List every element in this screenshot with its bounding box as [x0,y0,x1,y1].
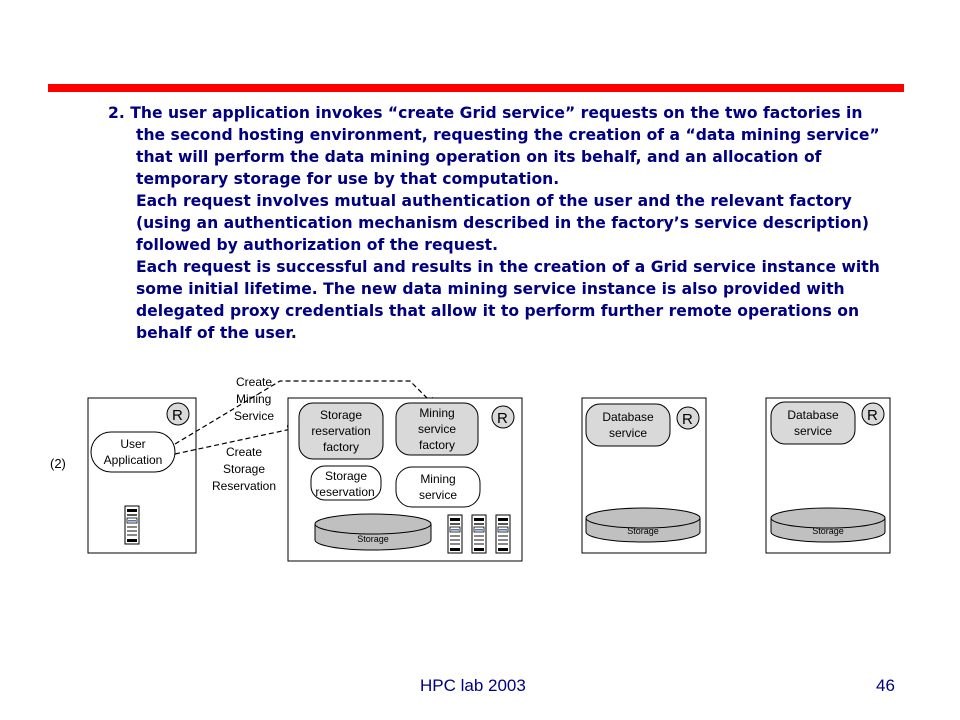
registry-r-hosting: R [497,410,508,427]
storage-disk [586,508,700,542]
srf-label-2: reservation [311,424,371,438]
sr-label-1: Storage [324,469,368,483]
storage-disk [315,514,431,550]
server-icon [448,515,462,553]
db1-label-2: service [608,426,648,440]
storage-label-hosting: Storage [357,534,389,544]
sr-label-2: reservation [315,485,375,499]
srf-label-1: Storage [319,408,363,422]
srf-label-3: factory [322,440,360,454]
server-icon [472,515,486,553]
footer-lab-label: HPC lab 2003 [420,676,526,695]
registry-r-db2: R [867,407,878,424]
paragraph-authentication: Each request involves mutual authentication of the user and the relevant factory (using an authentication mechanism described in the factory’s service description) followed by authorization of the request. [136,192,869,254]
database-hosting-box-1 [582,398,706,553]
server-icon [496,515,510,553]
registry-r-db1: R [682,411,693,428]
msf-label-2: service [417,422,457,436]
create-storage-label-1: Create [225,445,263,459]
ms-label-2: service [418,488,458,502]
registry-r-user: R [172,407,183,424]
create-mining-label-3: Service [234,409,275,423]
db2-label-2: service [793,424,833,438]
user-hosting-box [88,398,196,553]
db2-label-1: Database [787,408,839,422]
database-hosting-box-2 [766,398,890,553]
paragraph-instance-creation: Each request is successful and results in the creation of a Grid service instance with some initial lifetime. The new data mining service instance is also provided with delegated proxy credentials that allow it to perform further remote operations on behalf of the user. [136,258,880,342]
user-app-label-1: User [120,437,146,451]
server-icon [125,506,139,544]
db1-label-1: Database [602,410,654,424]
storage-disk [771,508,885,542]
create-storage-label-3: Reservation [211,479,277,493]
create-storage-label-2: Storage [222,462,266,476]
create-mining-label-1: Create [236,375,273,389]
second-hosting-box [288,398,522,561]
ms-label-1: Mining [420,472,456,486]
storage-label-db1: Storage [627,526,659,536]
user-app-label-2: Application [103,453,163,467]
create-mining-label-2: Mining [236,392,272,406]
page-number: 46 [876,676,895,695]
storage-label-db2: Storage [812,526,844,536]
paragraph-step-2: 2. The user application invokes “create Grid service” requests on the two factories in the second hosting environment, requesting the creation of a “data mining service” that will perform the data mining operation on its behalf, and an allocation of temporary storage for use by that computation. [108,104,880,188]
msf-label-3: factory [418,438,456,452]
step-label: (2) [50,456,66,471]
msf-label-1: Mining [419,406,455,420]
